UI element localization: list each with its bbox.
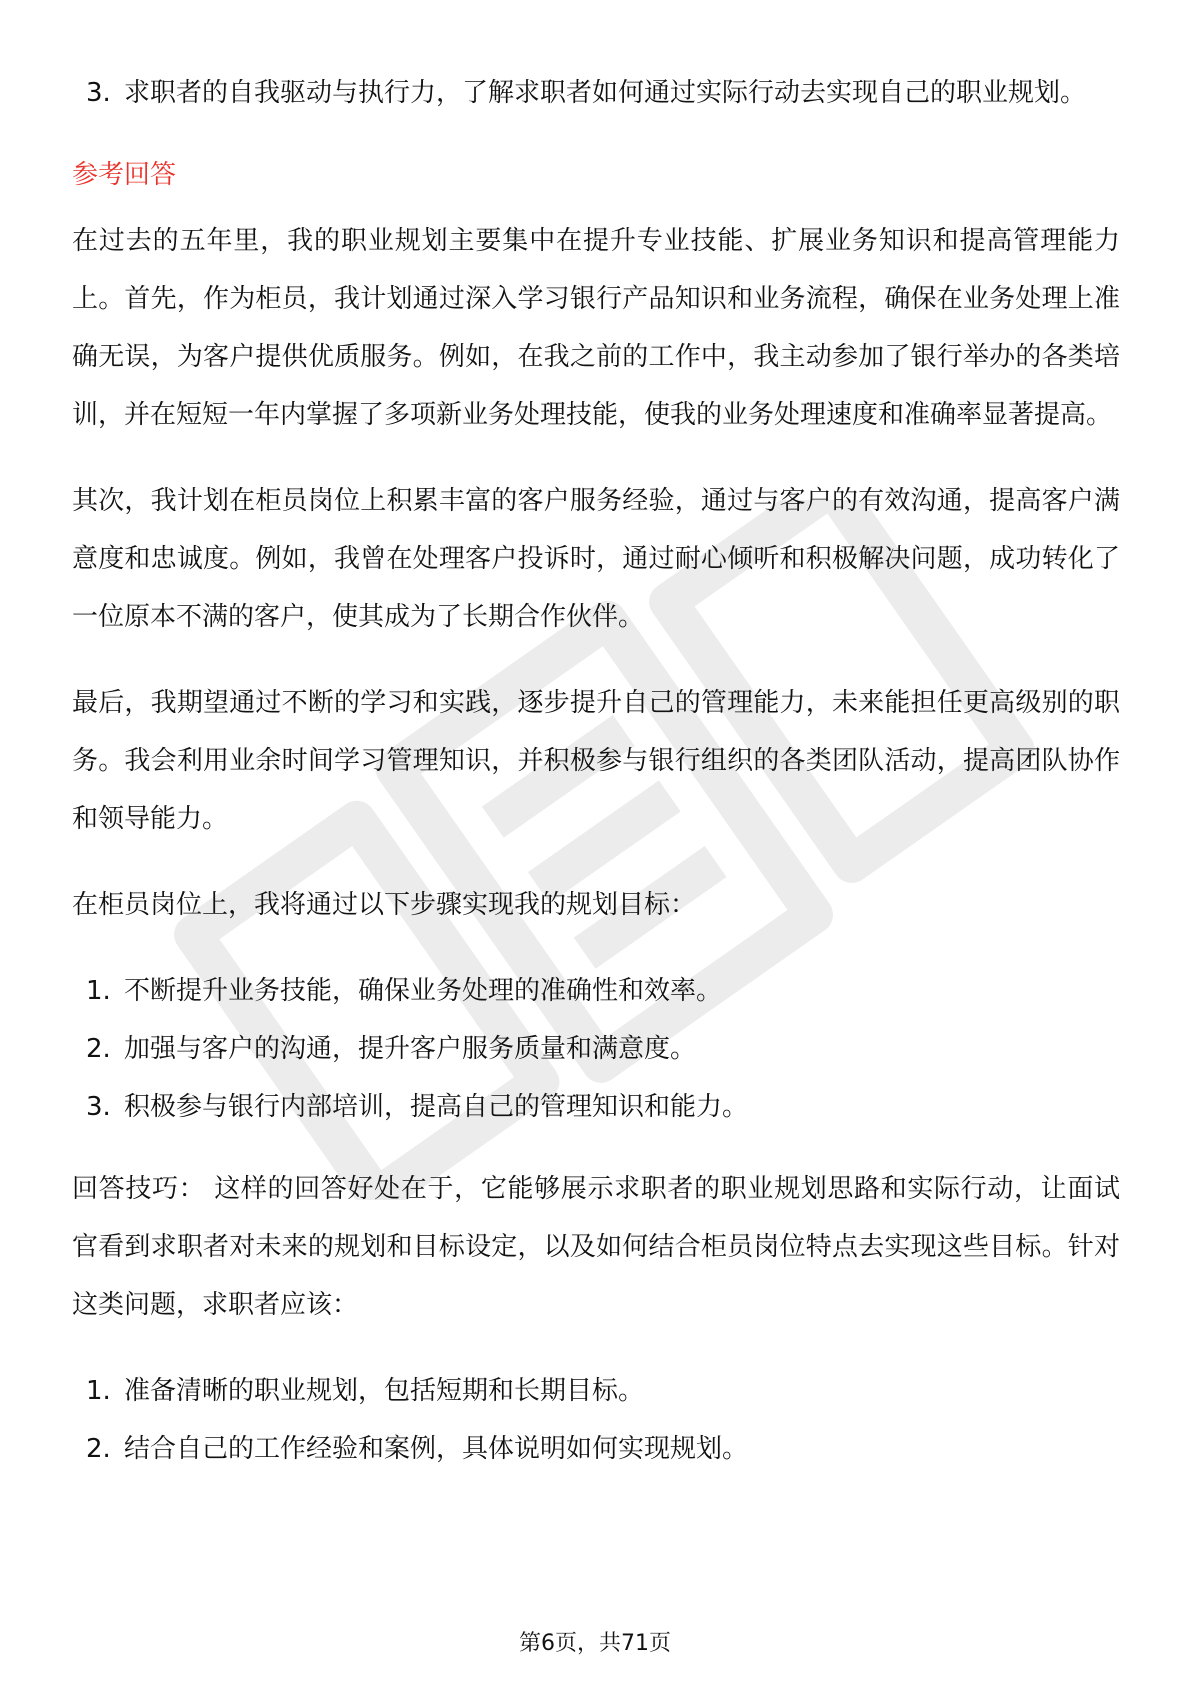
answer-paragraph-2: 其次，我计划在柜员岗位上积累丰富的客户服务经验，通过与客户的有效沟通，提高客户满意度和忠诚度。例如，我曾在处理客户投诉时，通过耐心倾听和积极解决问题，成功转化了一位原本不满的客户，使其成为了长期合作伙伴。 <box>72 486 1120 632</box>
answer-paragraph-4: 在柜员岗位上，我将通过以下步骤实现我的规划目标： <box>72 890 697 920</box>
list-item-text: 准备清晰的职业规划，包括短期和长期目标。 <box>124 1376 645 1406</box>
list-item-number: 3. <box>86 1092 111 1122</box>
tips-paragraph: 回答技巧： 这样的回答好处在于，它能够展示求职者的职业规划思路和实际行动，让面试官看到求职者对未来的规划和目标设定，以及如何结合柜员岗位特点去实现这些目标。针对这类问题，求职者应该： <box>72 1174 1120 1320</box>
list-item <box>72 1078 1120 1136</box>
list-item-number: 1. <box>86 976 111 1006</box>
list-item <box>72 1420 1120 1478</box>
evaluation-points-list <box>72 64 1120 122</box>
list-item-number: 2. <box>86 1034 111 1064</box>
advice-list <box>72 1362 1120 1478</box>
list-item-text: 加强与客户的沟通，提升客户服务质量和满意度。 <box>124 1034 697 1064</box>
list-item-number: 3. <box>86 78 111 108</box>
answer-paragraph-1: 在过去的五年里，我的职业规划主要集中在提升专业技能、扩展业务知识和提高管理能力上。首先，作为柜员，我计划通过深入学习银行产品知识和业务流程，确保在业务处理上准确无误，为客户提供优质服务。例如，在我之前的工作中，我主动参加了银行举办的各类培训，并在短短一年内掌握了多项新业务处理技能，使我的业务处理速度和准确率显著提高。 <box>72 226 1120 430</box>
list-item <box>72 962 1120 1020</box>
list-item <box>72 1362 1120 1420</box>
list-item-text: 结合自己的工作经验和案例，具体说明如何实现规划。 <box>124 1434 749 1464</box>
list-item-text: 积极参与银行内部培训，提高自己的管理知识和能力。 <box>124 1092 749 1122</box>
steps-list <box>72 962 1120 1136</box>
section-heading: 参考回答 <box>72 160 177 190</box>
page-footer: 第6页，共71页 <box>519 1631 671 1656</box>
list-item <box>72 1020 1120 1078</box>
list-item-number: 2. <box>86 1434 111 1464</box>
list-item-text: 求职者的自我驱动与执行力，了解求职者如何通过实际行动去实现自己的职业规划。 <box>124 78 1087 108</box>
list-item-text: 不断提升业务技能，确保业务处理的准确性和效率。 <box>124 976 723 1006</box>
answer-paragraph-3: 最后，我期望通过不断的学习和实践，逐步提升自己的管理能力，未来能担任更高级别的职务。我会利用业余时间学习管理知识，并积极参与银行组织的各类团队活动，提高团队协作和领导能力。 <box>72 688 1120 834</box>
list-item <box>72 64 1120 122</box>
document-body <box>72 64 1120 1478</box>
list-item-number: 1. <box>86 1376 111 1406</box>
